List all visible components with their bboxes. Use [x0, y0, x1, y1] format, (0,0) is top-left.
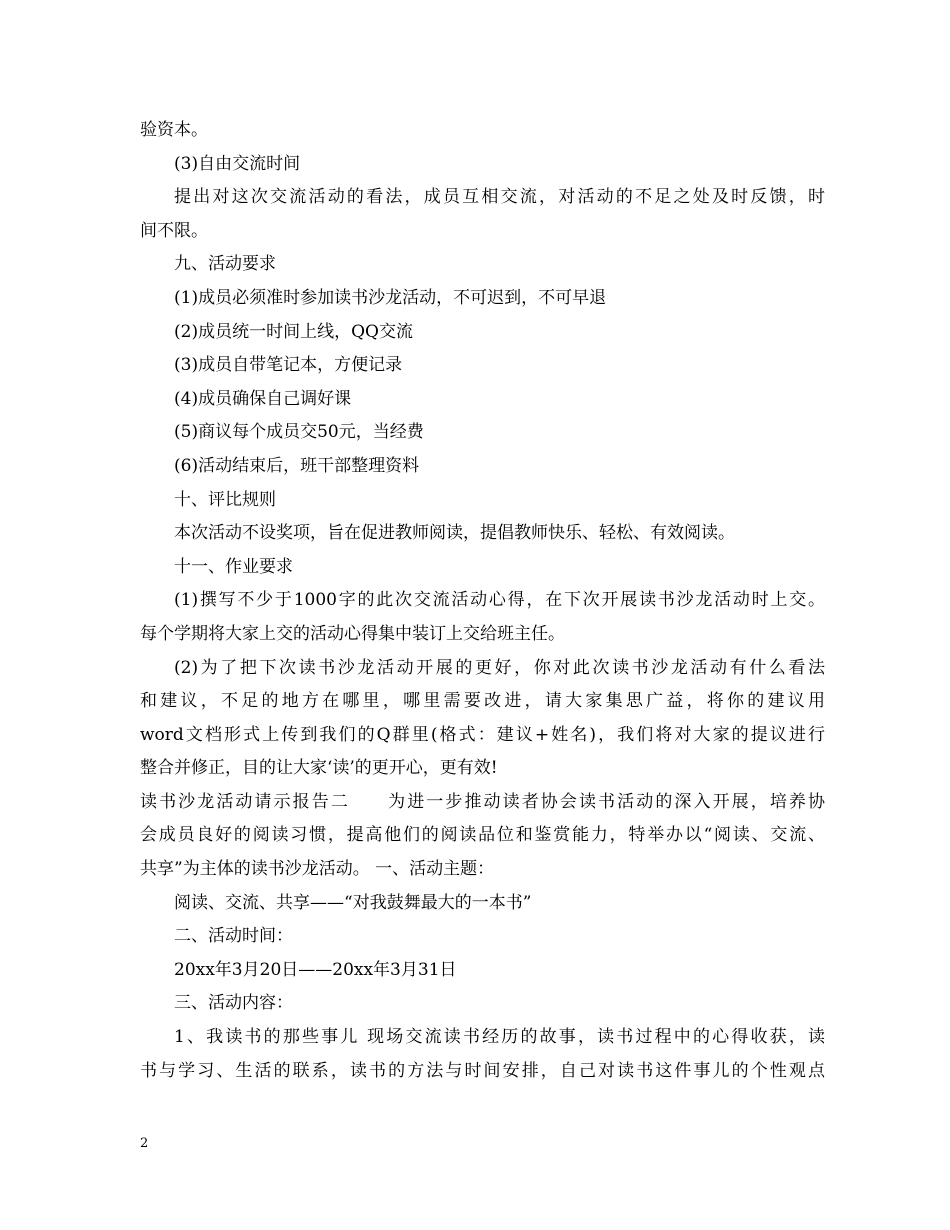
page-number: 2 [140, 1136, 149, 1151]
section-heading: 二、活动时间： [174, 926, 293, 947]
paragraph-line: word文档形式上传到我们的Q群里(格式：建议+姓名)，我们将对大家的提议进行 [140, 724, 825, 745]
paragraph-line: 共享”为主体的读书沙龙活动。 一、活动主题： [140, 859, 495, 880]
paragraph-line: 书与学习、生活的联系，读书的方法与时间安排，自己对读书这件事儿的个性观点 [140, 1060, 825, 1081]
list-item: (1)成员必须准时参加读书沙龙活动，不可迟到，不可早退 [174, 287, 607, 308]
text-line-continuation: 验资本。 [140, 120, 208, 140]
section-heading: 九、活动要求 [174, 254, 276, 275]
paragraph-line: 会成员良好的阅读习惯，提高他们的阅读品位和鉴赏能力，特举办以“阅读、交流、 [140, 825, 825, 846]
list-item: (4)成员确保自己调好课 [174, 388, 352, 409]
paragraph-line: (2)为了把下次读书沙龙活动开展的更好，你对此次读书沙龙活动有什么看法 [174, 657, 825, 678]
section-heading: 十、评比规则 [174, 489, 276, 510]
list-item: (5)商议每个成员交50元，当经费 [174, 422, 424, 443]
paragraph-line: (1)撰写不少于1000字的此次交流活动心得，在下次开展读书沙龙活动时上交。 [174, 590, 825, 611]
paragraph-line: 每个学期将大家上交的活动心得集中装订上交给班主任。 [140, 623, 565, 644]
paragraph-line: 间不限。 [140, 220, 208, 241]
paragraph-line: 和建议，不足的地方在哪里，哪里需要改进，请大家集思广益，将你的建议用 [140, 691, 825, 712]
paragraph-line: 整合并修正，目的让大家‘读’的更开心，更有效! [140, 758, 498, 779]
paragraph-line: 提出对这次交流活动的看法，成员互相交流，对活动的不足之处及时反馈，时 [174, 187, 825, 208]
paragraph-line: 阅读、交流、共享——“对我鼓舞最大的一本书” [174, 892, 532, 913]
list-item: (3)成员自带笔记本，方便记录 [174, 355, 403, 376]
list-item: (6)活动结束后，班干部整理资料 [174, 455, 420, 476]
section-heading: 三、活动内容： [174, 993, 293, 1014]
section-subheading: (3)自由交流时间 [174, 153, 301, 174]
paragraph-line: 20xx年3月20日——20xx年3月31日 [174, 959, 457, 980]
report-title-line: 读书沙龙活动请示报告二 为进一步推动读者协会读书活动的深入开展，培养协 [140, 791, 825, 812]
document-body [140, 114, 825, 1088]
paragraph-line: 1、我读书的那些事儿 现场交流读书经历的故事，读书过程中的心得收获，读 [174, 1027, 825, 1048]
section-heading: 十一、作业要求 [174, 556, 293, 577]
paragraph-line: 本次活动不设奖项，旨在促进教师阅读，提倡教师快乐、轻松、有效阅读。 [174, 523, 735, 544]
list-item: (2)成员统一时间上线，QQ交流 [174, 321, 413, 342]
